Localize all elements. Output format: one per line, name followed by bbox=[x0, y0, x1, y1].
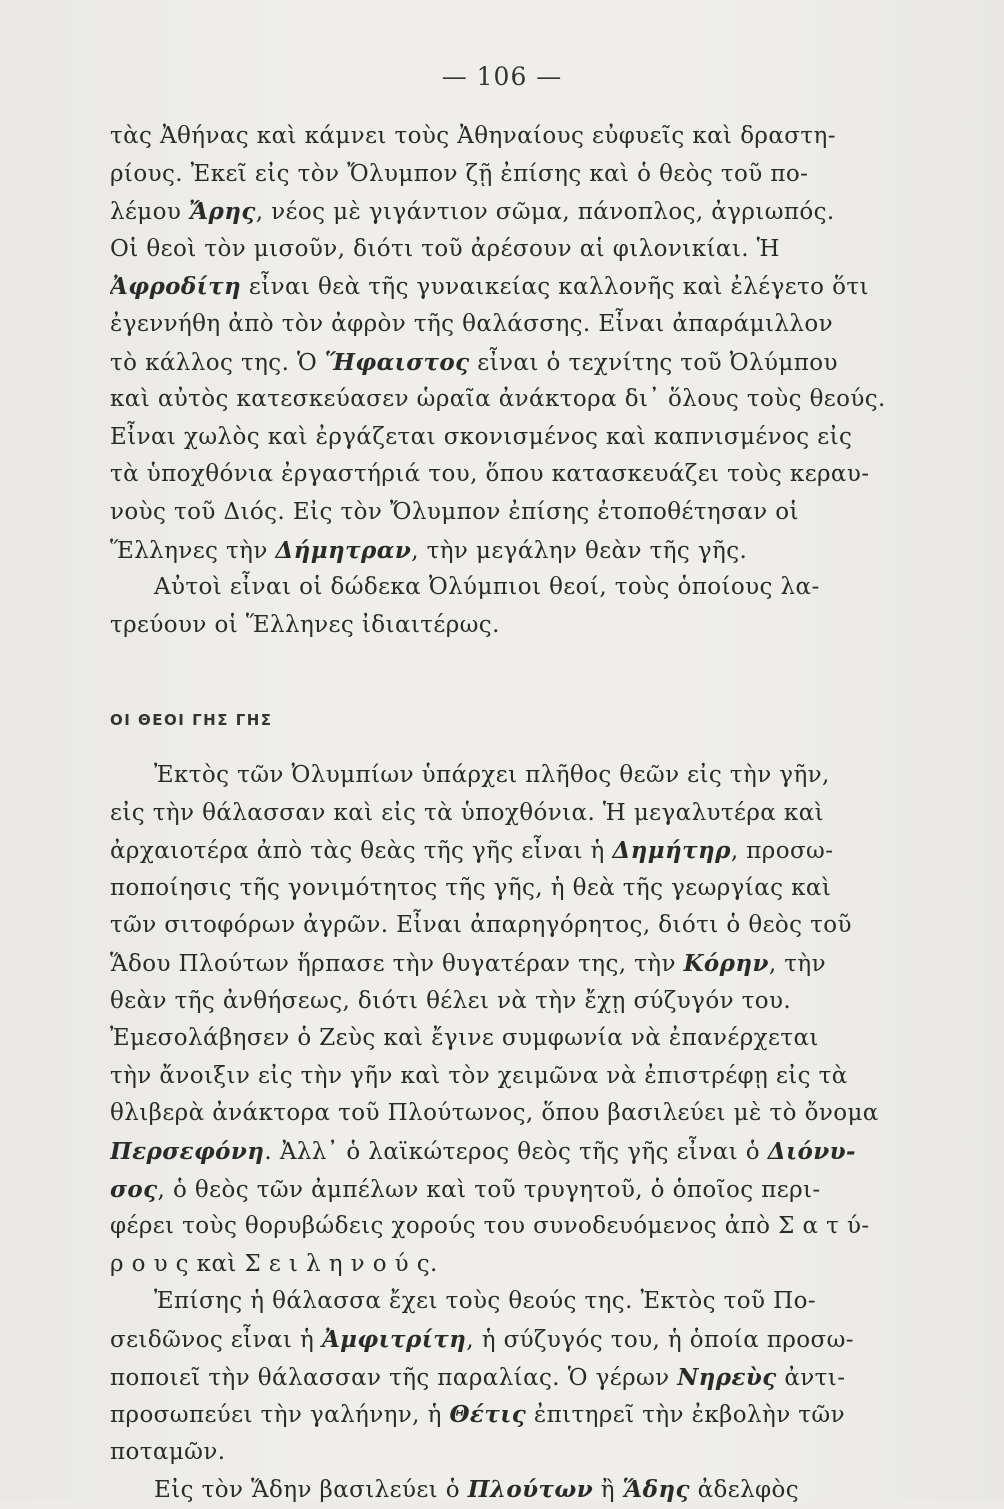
text-line: ἐγεννήθη ἀπὸ τὸν ἀφρὸν τῆς θαλάσσης. Εἶναι ἀπαράμιλλον bbox=[110, 310, 833, 337]
text-line bbox=[110, 268, 900, 306]
paragraph-olympian-gods bbox=[110, 118, 900, 569]
text-segment: , τὴν μεγάλην θεὰν τῆς γῆς. bbox=[411, 537, 748, 564]
text-line bbox=[110, 1471, 900, 1509]
text-line: τὴν ἄνοιξιν εἰς τὴν γῆν καὶ τὸν χειμῶνα νὰ ἐπιστρέφῃ εἰς τὰ bbox=[110, 1062, 848, 1089]
text-segment: εἶναι θεὰ τῆς γυναικείας καλλονῆς καὶ ἐλέγετο ὅτι bbox=[241, 274, 869, 301]
paragraph-underworld bbox=[110, 1471, 900, 1509]
text-segment: ποποιεῖ τὴν θάλασσαν τῆς παραλίας. Ὁ γέρων bbox=[110, 1364, 678, 1391]
text-segment: . Ἀλλ᾽ ὁ λαϊκώτερος θεὸς τῆς γῆς εἶναι ὁ bbox=[264, 1138, 768, 1165]
text-segment: ἀντι- bbox=[776, 1364, 846, 1391]
text-line bbox=[110, 1133, 900, 1171]
text-segment: Ἅδου Πλούτων ἥρπασε τὴν θυγατέραν της, τὴν bbox=[110, 950, 684, 977]
text-line: ποποίησις τῆς γονιμότητος τῆς γῆς, ἡ θεὰ τῆς γεωργίας καὶ bbox=[110, 874, 832, 901]
emphasized-name: Ἄρης bbox=[188, 198, 256, 226]
text-segment: τὸ κάλλος της. Ὁ bbox=[110, 349, 325, 376]
text-segment: ἀδελφὸς bbox=[689, 1477, 800, 1504]
text-line: τὰς Ἀθήνας καὶ κάμνει τοὺς Ἀθηναίους εὐφυεῖς καὶ δραστη- bbox=[110, 123, 836, 149]
text-segment: ἢ bbox=[593, 1477, 623, 1504]
emphasized-name: Πλούτων bbox=[467, 1476, 594, 1504]
text-line bbox=[110, 1321, 900, 1359]
text-line: ρ ο υ ς καὶ Σ ε ι λ η ν ο ύ ς. bbox=[110, 1250, 438, 1277]
text-line bbox=[110, 532, 900, 570]
text-line bbox=[110, 344, 900, 382]
text-line: Ἐμεσολάβησεν ὁ Ζεὺς καὶ ἔγινε συμφωνία νὰ ἐπανέρχεται bbox=[110, 1025, 819, 1052]
emphasized-name: Περσεφόνη bbox=[110, 1137, 265, 1165]
text-segment: εἶναι ὁ τεχνίτης τοῦ Ὀλύμπου bbox=[469, 349, 838, 376]
text-line: εἰς τὴν θάλασσαν καὶ εἰς τὰ ὑποχθόνια. Ἡ μεγαλυτέρα καὶ bbox=[110, 799, 825, 826]
text-line bbox=[110, 945, 900, 983]
emphasized-name: Νηρεὺς bbox=[677, 1363, 777, 1391]
text-block-earth-gods bbox=[110, 683, 900, 1509]
text-segment: λέμου bbox=[110, 199, 189, 226]
text-line: Εἶναι χωλὸς καὶ ἐργάζεται σκονισμένος καὶ καπνισμένος εἰς bbox=[110, 423, 853, 450]
text-segment: , τὴν bbox=[768, 950, 826, 977]
paragraph-demeter-dionysus bbox=[110, 757, 900, 1283]
emphasized-name: Ἀφροδίτη bbox=[110, 273, 242, 301]
text-segment: προσωπεύει τὴν γαλήνην, ἡ bbox=[110, 1402, 450, 1429]
paragraph-twelve-gods bbox=[110, 569, 900, 644]
text-line: θλιβερὰ ἀνάκτορα τοῦ Πλούτωνος, ὅπου βασιλεύει μὲ τὸ ὄνομα bbox=[110, 1100, 879, 1127]
emphasized-name: Ἀμφιτρίτη bbox=[321, 1325, 467, 1353]
text-line bbox=[110, 1359, 900, 1397]
text-line: Αὐτοὶ εἶναι οἱ δώδεκα Ὀλύμπιοι θεοί, τοὺς ὁποίους λα- bbox=[154, 574, 820, 601]
text-line: ρίους. Ἐκεῖ εἰς τὸν Ὄλυμπον ζῇ ἐπίσης καὶ ὁ θεὸς τοῦ πο- bbox=[110, 160, 809, 187]
text-segment: , ὁ θεὸς τῶν ἀμπέλων καὶ τοῦ τρυγητοῦ, ὁ ὁποῖος περι- bbox=[157, 1176, 821, 1203]
emphasized-name: Θέτις bbox=[449, 1401, 527, 1429]
text-segment: , προσω- bbox=[730, 838, 834, 865]
emphasized-name: Ἥφαιστος bbox=[324, 348, 470, 376]
text-segment: , ἡ σύζυγός του, ἡ ὁποία προσω- bbox=[466, 1326, 854, 1353]
text-line: τῶν σιτοφόρων ἀγρῶν. Εἶναι ἀπαρηγόρητος, διότι ὁ θεὸς τοῦ bbox=[110, 912, 852, 939]
text-line: Οἱ θεοὶ τὸν μισοῦν, διότι τοῦ ἀρέσουν αἱ φιλονικίαι. Ἡ bbox=[110, 235, 780, 262]
text-segment: , νέος μὲ γιγάντιον σῶμα, πάνοπλος, ἀγριωπός. bbox=[255, 199, 835, 226]
text-segment: ἀρχαιοτέρα ἀπὸ τὰς θεὰς τῆς γῆς εἶναι ἡ bbox=[110, 838, 613, 865]
emphasized-name: Δημήτηρ bbox=[612, 837, 731, 865]
text-line bbox=[110, 832, 900, 870]
text-segment: Ἕλληνες τὴν bbox=[110, 537, 276, 564]
text-line: ποταμῶν. bbox=[110, 1438, 226, 1465]
paragraph-sea-gods bbox=[110, 1283, 900, 1471]
text-line: τρεύουν οἱ Ἕλληνες ἰδιαιτέρως. bbox=[110, 611, 500, 638]
text-line: Ἐκτὸς τῶν Ὀλυμπίων ὑπάρχει πλῆθος θεῶν εἰς τὴν γῆν, bbox=[154, 762, 830, 788]
text-line: τὰ ὑποχθόνια ἐργαστήριά του, ὅπου κατασκευάζει τοὺς κεραυ- bbox=[110, 461, 870, 488]
text-line: Ἐπίσης ἡ θάλασσα ἔχει τοὺς θεούς της. Ἐκτὸς τοῦ Πο- bbox=[154, 1288, 817, 1315]
text-line: φέρει τοὺς θορυβώδεις χορούς του συνοδευόμενος ἀπὸ Σ α τ ύ- bbox=[110, 1213, 870, 1240]
page-number: — 106 — bbox=[441, 62, 563, 91]
text-block-olympians bbox=[110, 118, 900, 644]
emphasized-name: Δήμητραν bbox=[275, 536, 412, 564]
text-segment: ἐπιτηρεῖ τὴν ἐκβολὴν τῶν bbox=[526, 1402, 845, 1429]
text-line: νοὺς τοῦ Διός. Εἰς τὸν Ὄλυμπον ἐπίσης ἐτοποθέτησαν οἱ bbox=[110, 498, 799, 525]
text-line bbox=[110, 1171, 900, 1209]
text-segment: σειδῶνος εἶναι ἡ bbox=[110, 1326, 322, 1353]
emphasized-name: σος bbox=[110, 1175, 158, 1203]
text-line: καὶ αὐτὸς κατεσκεύασεν ὡραῖα ἀνάκτορα δι᾽ ὅλους τοὺς θεούς. bbox=[110, 386, 886, 413]
section-heading: ΟΙ ΘΕΟΙ ΓΗΣ ΓΗΣ bbox=[110, 711, 273, 729]
text-line bbox=[110, 1396, 900, 1434]
emphasized-name: Κόρην bbox=[683, 949, 769, 977]
emphasized-name: Ἅδης bbox=[622, 1476, 690, 1504]
text-line bbox=[110, 193, 900, 231]
emphasized-name: Διόνυ- bbox=[767, 1137, 856, 1165]
text-segment: Εἰς τὸν Ἅδην βασιλεύει ὁ bbox=[154, 1477, 468, 1504]
text-line: θεὰν τῆς ἀνθήσεως, διότι θέλει νὰ τὴν ἔχῃ σύζυγόν του. bbox=[110, 987, 792, 1014]
